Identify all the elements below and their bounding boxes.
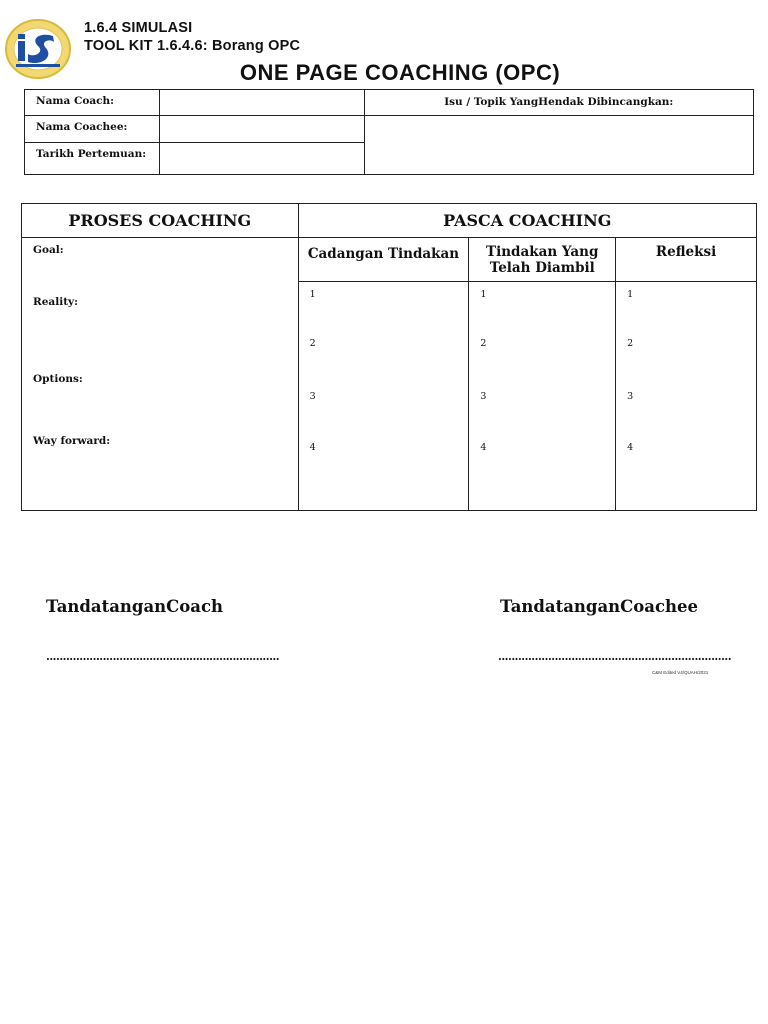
- coaching-table: [21, 203, 757, 511]
- nama-coach-field[interactable]: [159, 90, 364, 116]
- nama-coachee-label: Nama Coachee:: [25, 116, 160, 143]
- reality-label: Reality:: [33, 296, 79, 308]
- tindakan-diambil-header: Tindakan Yang Telah Diambil: [469, 238, 616, 282]
- tarikh-field[interactable]: [159, 143, 364, 175]
- section-number: 1.6.4 SIMULASI: [84, 20, 193, 36]
- item-number: 3: [309, 391, 316, 402]
- item-number: 3: [480, 391, 487, 402]
- footer-note: C&M Edited V4/QUAH/2021: [652, 670, 709, 675]
- refleksi-header: Refleksi: [616, 238, 757, 282]
- info-table: [24, 89, 754, 175]
- item-number: 2: [627, 338, 634, 349]
- item-number: 3: [627, 391, 634, 402]
- nama-coach-label: Nama Coach:: [25, 90, 160, 116]
- item-number: 4: [480, 442, 487, 453]
- cadangan-tindakan-header: Cadangan Tindakan: [298, 238, 469, 282]
- toolkit-label: TOOL KIT 1.6.4.6: Borang OPC: [84, 38, 301, 54]
- proses-header: PROSES COACHING: [22, 204, 299, 238]
- page-title: ONE PAGE COACHING (OPC): [239, 60, 561, 85]
- coachee-signature-label: TandatanganCoachee: [500, 597, 699, 616]
- item-number: 4: [627, 442, 634, 453]
- tindakan-diambil-column[interactable]: [469, 282, 616, 511]
- way-forward-label: Way forward:: [33, 435, 111, 447]
- coach-signature-label: TandatanganCoach: [46, 597, 224, 616]
- item-number: 1: [480, 289, 487, 300]
- nama-coachee-field[interactable]: [159, 116, 364, 143]
- refleksi-column[interactable]: [616, 282, 757, 511]
- item-number: 1: [309, 289, 316, 300]
- cadangan-tindakan-column[interactable]: [298, 282, 469, 511]
- pasca-header: PASCA COACHING: [298, 204, 756, 238]
- coach-signature-line[interactable]: ......................................................................: [46, 650, 280, 663]
- item-number: 4: [309, 442, 316, 453]
- options-label: Options:: [33, 373, 83, 385]
- item-number: 2: [309, 338, 316, 349]
- item-number: 1: [627, 289, 634, 300]
- tarikh-label: Tarikh Pertemuan:: [25, 143, 160, 175]
- goal-label: Goal:: [33, 244, 64, 256]
- topic-field[interactable]: [364, 116, 753, 175]
- item-number: 2: [480, 338, 487, 349]
- topic-label: Isu / Topik YangHendak Dibincangkan:: [364, 90, 753, 116]
- proses-content[interactable]: [22, 238, 299, 511]
- coachee-signature-line[interactable]: ......................................................................: [498, 650, 732, 663]
